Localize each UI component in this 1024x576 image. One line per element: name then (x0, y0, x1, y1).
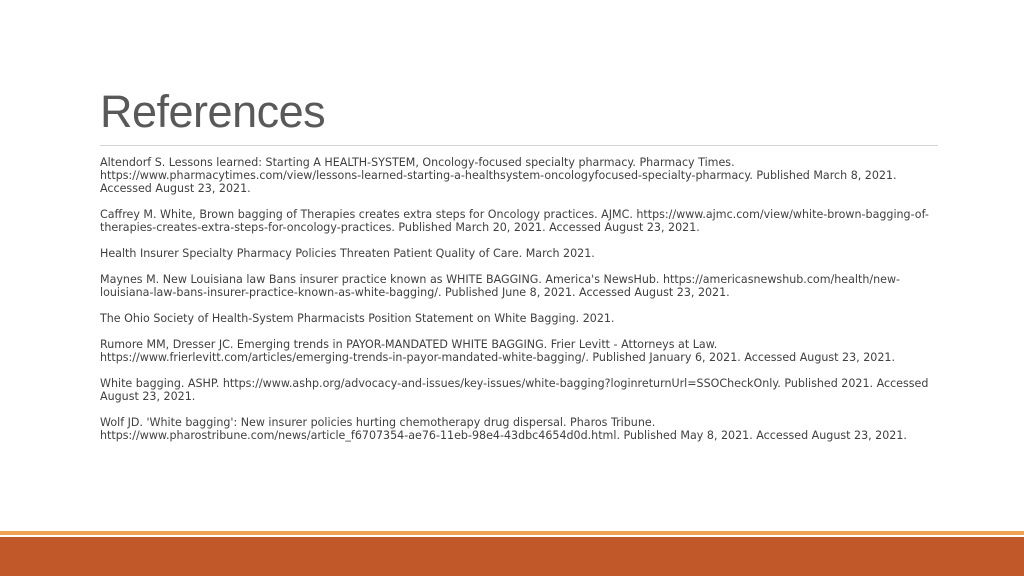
reference-item: Altendorf S. Lessons learned: Starting A HEALTH-SYSTEM, Oncology-focused specialty pharmacy. Pharmacy Times. https://www.pharmacytimes.com/view/lessons-learned-starting-a-healthsystem-oncologyfocused-specialty-pharmacy. Published March 8, 2021. Accessed August 23, 2021. (100, 156, 897, 195)
reference-item: Caffrey M. White, Brown bagging of Therapies creates extra steps for Oncology practices. AJMC. https://www.ajmc.com/view/white-brown-bagging-of-therapies-creates-extra-steps-for-oncology-practices. Published March 20, 2021. Accessed August 23, 2021. (100, 208, 929, 234)
reference-item: Rumore MM, Dresser JC. Emerging trends in PAYOR-MANDATED WHITE BAGGING. Frier Levitt - Attorneys at Law. https://www.frierlevitt.com/articles/emerging-trends-in-payor-mandated-white-bagging/. Published January 6, 2021. Accessed August 23, 2021. (100, 338, 895, 364)
reference-item: White bagging. ASHP. https://www.ashp.org/advocacy-and-issues/key-issues/white-bagging?loginreturnUrl=SSOCheckOnly. Published 2021. Accessed August 23, 2021. (100, 377, 929, 403)
reference-item: Maynes M. New Louisiana law Bans insurer practice known as WHITE BAGGING. America's NewsHub. https://americasnewshub.com/health/new-louisiana-law-bans-insurer-practice-known-as-white-bagging/. Published June 8, 2021. Accessed August 23, 2021. (100, 273, 901, 299)
reference-item: The Ohio Society of Health-System Pharmacists Position Statement on White Bagging. 2021. (100, 312, 615, 325)
title-divider (100, 145, 938, 146)
footer-band (0, 537, 1024, 576)
reference-item: Health Insurer Specialty Pharmacy Policies Threaten Patient Quality of Care. March 2021. (100, 247, 595, 260)
reference-list (100, 156, 950, 455)
slide-title: References (100, 86, 326, 137)
reference-item: Wolf JD. 'White bagging': New insurer policies hurting chemotherapy drug dispersal. Pharos Tribune. https://www.pharostribune.com/news/article_f6707354-ae76-11eb-98e4-43dbc4654d0d.html. Published May 8, 2021. Accessed August 23, 2021. (100, 416, 907, 442)
